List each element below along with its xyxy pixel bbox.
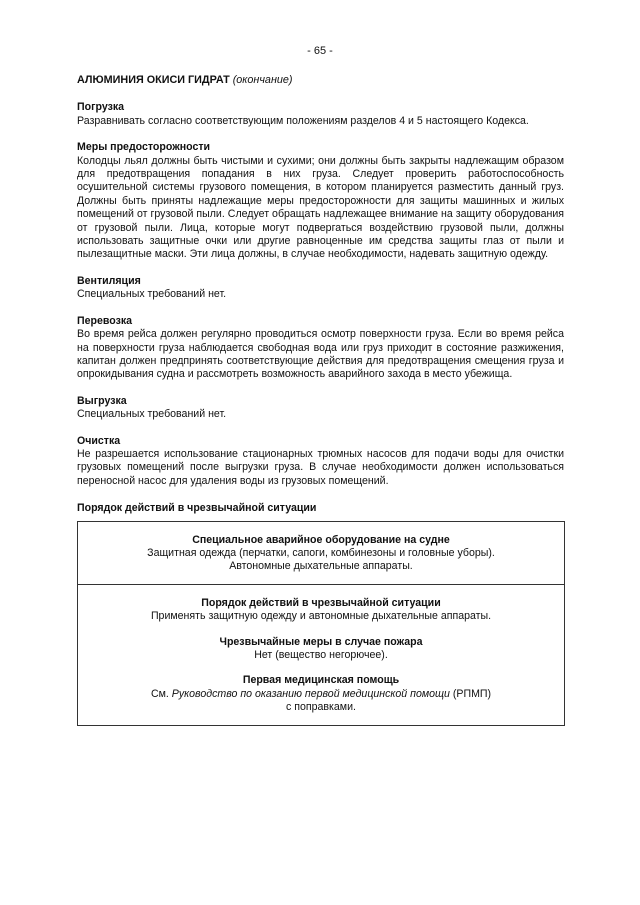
procedures-text: Применять защитную одежду и автономные дыхательные аппараты. (150, 610, 492, 623)
section-discharge (77, 395, 564, 422)
section-precautions (77, 141, 564, 262)
first-aid-guide-title: Руководство по оказанию первой медицинской помощи (171, 687, 450, 700)
page-number: - 65 - (307, 45, 333, 57)
procedures-title: Порядок действий в чрезвычайной ситуации (201, 596, 441, 609)
title-suffix: (окончание) (232, 74, 293, 86)
first-aid-block (86, 674, 556, 714)
section-heading: Вентиляция (77, 274, 141, 287)
first-aid-reference (86, 688, 556, 701)
section-heading: Перевозка (77, 314, 133, 327)
section-body: Во время рейса должен регулярно проводиться осмотр поверхности груза. Если во время рейса на поверхности груза наблюдается свободная вода или груз приходит в состояние разжижения, капитан должен предпринять соответствующие действия для предотвращения смещения груза и опрокидывания судна и рассмотреть возможность аварийного захода в место убежища. (77, 328, 564, 381)
procedures-block (86, 597, 556, 624)
title-main: АЛЮМИНИЯ ОКИСИ ГИДРАТ (77, 74, 230, 86)
section-body: Разравнивать согласно соответствующим положениям разделов 4 и 5 настоящего Кодекса. (77, 114, 529, 127)
emergency-equipment-cell (78, 522, 564, 584)
section-loading (77, 101, 564, 128)
section-heading: Очистка (77, 434, 121, 447)
fire-text: Нет (вещество негорючее). (254, 649, 388, 661)
equipment-line: Автономные дыхательные аппараты. (229, 560, 413, 573)
equipment-line: Защитная одежда (перчатки, сапоги, комбинезоны и головные уборы). (147, 546, 495, 559)
section-body: Колодцы льял должны быть чистыми и сухими; они должны быть закрыты надлежащим образом для предотвращения попадания в них груза. Следует проверить работоспособность осушительной системы грузового помещения, в котором планируется разместить данный груз. Должны быть приняты надлежащие меры предосторожности для защиты машинных и жилых помещений от грузовой пыли. Следует обращать надлежащее внимание на защиту оборудования от грузовой пыли. Лица, которые могут подвергаться воздействию грузовой пыли, должны использовать защитные очки или другие равноценные им средства защиты глаз от пыли и пылезащитные маски. Эти лица должны, в случае необходимости, надевать защитную одежду. (77, 154, 564, 261)
section-heading: Погрузка (77, 101, 125, 114)
section-ventilation (77, 275, 564, 302)
section-heading: Выгрузка (77, 394, 127, 407)
emergency-heading: Порядок действий в чрезвычайной ситуации (77, 502, 317, 515)
section-body: Специальных требований нет. (77, 288, 227, 301)
emergency-table (77, 521, 565, 726)
equipment-title: Специальное аварийное оборудование на судне (192, 533, 450, 546)
first-aid-abbr: (РПМП) (452, 687, 492, 700)
section-carriage (77, 315, 564, 382)
section-body: Не разрешается использование стационарных трюмных насосов для подачи воды для очистки грузовых помещений после выгрузки груза. В случае необходимости должен использоваться переносной насос для удаления воды из грузовых помещений. (77, 447, 564, 487)
section-heading: Меры предосторожности (77, 141, 211, 154)
emergency-procedures-cell (78, 584, 564, 725)
document-body (77, 74, 564, 726)
first-aid-title: Первая медицинская помощь (242, 674, 400, 687)
section-body: Специальных требований нет. (77, 408, 227, 421)
page-title (77, 74, 564, 87)
first-aid-prefix: См. (150, 687, 169, 700)
fire-title: Чрезвычайные меры в случае пожара (219, 635, 423, 648)
fire-block (86, 636, 556, 663)
section-clean-up (77, 435, 564, 489)
first-aid-suffix: с поправками. (286, 701, 356, 714)
